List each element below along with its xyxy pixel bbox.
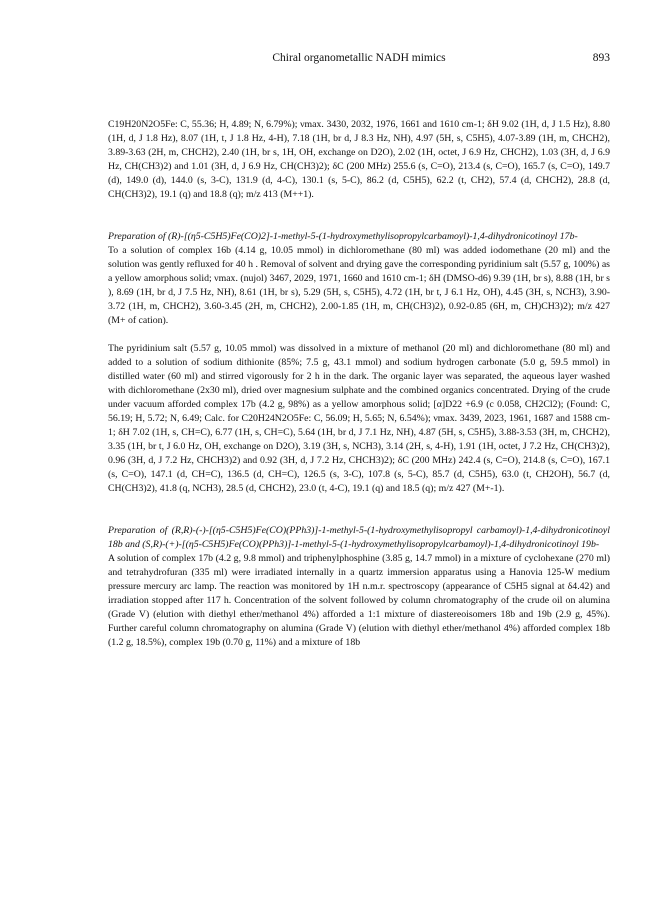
section-heading: Preparation of (R)-[(η5-C5H5)Fe(CO)2]-1-methyl-5-(1-hydroxymethylisopropylcarbamoyl)-1,4-dihydronicotinoyl 17b-	[108, 231, 578, 242]
paragraph-text: To a solution of complex 16b (4.14 g, 10.05 mmol) in dichloromethane (80 ml) was added iodomethane (20 ml) and the solution was gently refluxed for 40 h . Removal of solvent and drying gave the corresponding pyridinium salt (5.57 g, 100%) as a yellow amorphous solid; νmax. (nujol) 3467, 2029, 1971, 1660 and 1610 cm-1; δH (DMSO-d6) 9.39 (1H, br s), 8.88 (1H, br s ), 8.69 (1H, br d, J 7.5 Hz, NH), 8.61 (1H, br s), 5.29 (5H, s, C5H5), 4.72 (1H, br t, J 6.1 Hz, OH), 4.45 (3H, s, NCH3), 3.90-3.72 (1H, m, CHCH2), 3.60-3.45 (2H, m, CHCH2), 2.00-1.85 (1H, m, CH(CH3)2), 0.92-0.85 (6H, m, CH)CH3)2); m/z 427 (M+ of cation).	[108, 245, 610, 326]
paragraph-gap	[108, 202, 610, 216]
page-number: 893	[592, 52, 610, 64]
page-header	[108, 52, 610, 68]
paragraph-text: A solution of complex 17b (4.2 g, 9.8 mmol) and triphenylphosphine (3.85 g, 14.7 mmol) in a mixture of cyclohexane (270 ml) and tetrahydrofuran (335 ml) were irradiated internally in a quartz immersion apparatus using a Hanovia 125-W medium pressure mercury arc lamp. The reaction was monitored by 1H n.m.r. spectroscopy (appearance of C5H5 signal at δ4.42) and irradiation stopped after 117 h. Concentration of the solvent followed by column chromatography of the crude oil on alumina (Grade V) (elution with diethyl ether/methanol 4%) afforded a 1:1 mixture of diastereoisomers 18b and 19b (2.9 g, 45%). Further careful column chromatography on alumina (Grade V) (elution with diethyl ether/methanol 4%) afforded complex 18b (1.2 g, 18.5%), complex 19b (0.70 g, 11%) and a mixture of 18b	[108, 553, 610, 648]
paragraph-pyridinium-reduction	[108, 328, 610, 496]
paragraph-preparation-17b	[108, 216, 610, 328]
running-title: Chiral organometallic NADH mimics	[272, 52, 446, 64]
paragraph-gap	[108, 496, 610, 510]
paragraph-text: C19H20N2O5Fe: C, 55.36; H, 4.89; N, 6.79%); νmax. 3430, 2032, 1976, 1661 and 1610 cm-1; δH 9.02 (1H, d, J 1.5 Hz), 8.80 (1H, d, J 1.8 Hz), 8.07 (1H, t, J 1.8 Hz, 4-H), 7.18 (1H, br d, J 8.3 Hz, NH), 4.97 (5H, s, C5H5), 4.07-3.89 (1H, m, CHCH2), 3.89-3.63 (2H, m, CHCH2), 2.40 (1H, br s, 1H, OH, exchange on D2O), 2.02 (1H, octet, J 6.9 Hz, CHCH2), 1.03 (3H, d, J 6.9 Hz, CH(CH3)2) and 1.01 (3H, d, J 6.9 Hz, CH(CH3)2); δC (200 MHz) 255.6 (s, C=O), 213.4 (s, C=O), 165.7 (s, C=O), 149.7 (d), 149.0 (d), 144.0 (s, 3-C), 131.9 (d, 4-C), 130.1 (s, 5-C), 86.2 (d, C5H5), 62.2 (t, CH2), 57.4 (d, CHCH2), 28.8 (d, CH(CH3)2), 19.1 (q) and 18.8 (q); m/z 413 (M++1).	[108, 119, 610, 200]
paragraph-text: The pyridinium salt (5.57 g, 10.05 mmol) was dissolved in a mixture of methanol (20 ml) and dichloromethane (80 ml) and added to a solution of sodium dithionite (85%; 7.5 g, 43.1 mmol) and sodium hydrogen carbonate (5.0 g, 59.5 mmol) in distilled water (60 ml) and stirred vigorously for 2 h in the dark. The organic layer was separated, the aqueous layer washed with dichloromethane (2x30 ml), dried over magnesium sulphate and the combined organics concentrated. Drying of the crude under vacuum afforded complex 17b (4.2 g, 98%) as a yellow amorphous solid; [α]D22 +6.9 (c 0.058, CH2Cl2); (Found: C, 56.19; H, 5.72; N, 6.49; Calc. for C20H24N2O5Fe: C, 56.09; H, 5.65; N, 6.54%); νmax. 3439, 2023, 1961, 1687 and 1588 cm-1; δH 7.02 (1H, s, CH=C), 6.77 (1H, s, CH=C), 5.64 (1H, br d, J 7.1 Hz, NH), 4.87 (5H, s, C5H5), 3.88-3.53 (3H, m, CHCH2), 3.35 (1H, br t, J 6.0 Hz, OH, exchange on D2O), 3.19 (3H, s, NCH3), 3.14 (2H, s, 4-H), 1.91 (1H, octet, J 7.2 Hz, CH(CH3)2), 0.96 (3H, d, J 7.2 Hz, CHCH3)2) and 0.92 (3H, d, J 7.2 Hz, CHCH3)2); δC (200 MHz) 242.4 (s, C=O), 214.8 (s, C=O), 167.1 (s, C=O), 147.1 (d, CH=C), 136.5 (d, CH=C), 126.5 (s, 3-C), 107.8 (s, 5-C), 85.7 (d, C5H5), 63.0 (t, CH2OH), 56.7 (d, CH(CH3)2), 41.8 (q, NCH3), 28.5 (d, CHCH2), 23.0 (t, 4-C), 19.1 (q) and 18.5 (q); m/z 427 (M+-1).	[108, 343, 610, 494]
section-heading: Preparation of (R,R)-(-)-[(η5-C5H5)Fe(CO)(PPh3)]-1-methyl-5-(1-hydroxymethylisopropyl carbamoyl)-1,4-dihydronicotinoyl 18b and (S,R)-(+)-[(η5-C5H5)Fe(CO)(PPh3)]-1-methyl-5-(1-hydroxymethylisopropylcarbamoyl)-1,4-dihydronicotinoyl 19b-	[108, 525, 610, 550]
paragraph-analysis-16b	[108, 104, 610, 202]
article-body	[108, 104, 610, 892]
paragraph-preparation-18b-19b	[108, 510, 610, 650]
